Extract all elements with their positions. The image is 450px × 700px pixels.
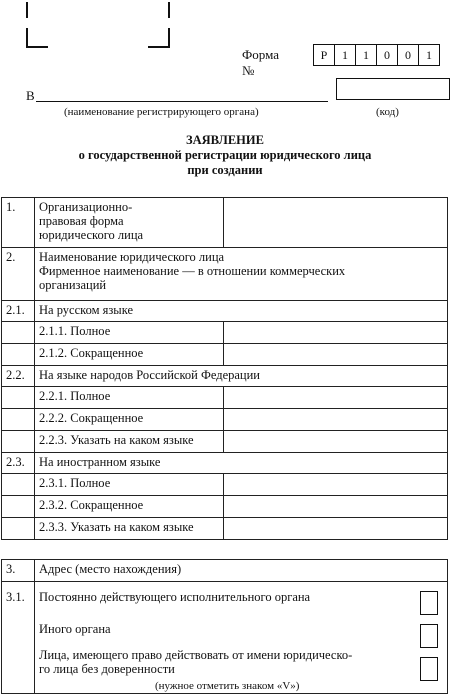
- row-number: [2, 387, 35, 409]
- address-options-cell: [35, 582, 448, 694]
- row-number: 2.2.: [2, 366, 35, 387]
- title-line-3: при создании: [187, 163, 263, 177]
- table-row: [2, 387, 448, 409]
- row-label: [35, 248, 448, 301]
- language-foreign-field[interactable]: [224, 518, 448, 540]
- name-full-rf-field[interactable]: [224, 387, 448, 409]
- form-label: Форма №: [242, 47, 279, 78]
- row-label-line: Организационно-: [39, 200, 133, 214]
- row-number: [2, 474, 35, 496]
- row-label: 2.2.2. Сокращенное: [35, 409, 224, 431]
- address-table: [1, 559, 448, 694]
- form-code-cell: 1: [355, 44, 377, 66]
- row-number: [2, 496, 35, 518]
- row-label: На русском языке: [35, 301, 448, 322]
- table-row: [2, 431, 448, 453]
- table-row: [2, 301, 448, 322]
- form-code-cell: 1: [418, 44, 440, 66]
- corner-mark-bottom-left: [26, 28, 48, 48]
- option-authorized-person-label: [39, 648, 352, 676]
- row-label: [35, 198, 224, 248]
- row-label: 2.1.2. Сокращенное: [35, 344, 224, 366]
- other-body-checkbox[interactable]: [420, 624, 438, 648]
- row-number: [2, 431, 35, 453]
- name-full-foreign-field[interactable]: [224, 474, 448, 496]
- row-label-line: Наименование юридического лица: [39, 250, 225, 264]
- title-line-2: о государственной регистрации юридического лица: [78, 148, 372, 162]
- authorized-person-checkbox[interactable]: [420, 657, 438, 681]
- name-short-foreign-field[interactable]: [224, 496, 448, 518]
- table-row: [2, 409, 448, 431]
- row-number: 2.: [2, 248, 35, 301]
- form-code-cells: [313, 44, 440, 66]
- legal-form-field[interactable]: [224, 198, 448, 248]
- registering-body-field[interactable]: [36, 100, 328, 102]
- form-code-cell: 0: [397, 44, 419, 66]
- table-row: [2, 582, 448, 694]
- code-field[interactable]: [336, 78, 450, 100]
- row-label-line: организаций: [39, 278, 107, 292]
- row-number: [2, 409, 35, 431]
- name-short-ru-field[interactable]: [224, 344, 448, 366]
- table-row: [2, 344, 448, 366]
- option-authorized-person-line: Лица, имеющего право действовать от имени юридическо-: [39, 648, 353, 662]
- row-number: 2.3.: [2, 453, 35, 474]
- row-number: [2, 322, 35, 344]
- registering-body-caption: (наименование регистрирующего органа): [64, 106, 259, 118]
- row-label: На языке народов Российской Федерации: [35, 366, 448, 387]
- row-label: 2.1.1. Полное: [35, 322, 224, 344]
- row-label-line: Фирменное наименование — в отношении коммерческих: [39, 264, 346, 278]
- row-number: 1.: [2, 198, 35, 248]
- row-label: 2.2.1. Полное: [35, 387, 224, 409]
- table-row: [2, 474, 448, 496]
- row-label-line: правовая форма: [39, 214, 124, 228]
- row-label: 2.3.3. Указать на каком языке: [35, 518, 224, 540]
- language-rf-field[interactable]: [224, 431, 448, 453]
- form-code-cell: 1: [334, 44, 356, 66]
- code-caption: (код): [376, 106, 399, 118]
- row-number: 3.: [2, 560, 35, 582]
- to-prefix: В: [26, 88, 35, 103]
- table-row: [2, 322, 448, 344]
- row-number: [2, 344, 35, 366]
- row-label: На иностранном языке: [35, 453, 448, 474]
- row-label: 2.2.3. Указать на каком языке: [35, 431, 224, 453]
- table-row: [2, 248, 448, 301]
- table-row: [2, 198, 448, 248]
- row-number: 3.1.: [2, 582, 35, 694]
- form-code-cell: 0: [376, 44, 398, 66]
- corner-mark-top-left: [26, 2, 48, 18]
- name-full-ru-field[interactable]: [224, 322, 448, 344]
- name-short-rf-field[interactable]: [224, 409, 448, 431]
- table-row: [2, 366, 448, 387]
- table-row: [2, 453, 448, 474]
- row-label-line: юридического лица: [39, 228, 144, 242]
- option-other-body-label: Иного органа: [39, 622, 111, 636]
- registration-table: [1, 197, 448, 540]
- document-title: [0, 133, 450, 178]
- table-row: [2, 496, 448, 518]
- corner-mark-top-right: [148, 2, 170, 18]
- mark-note: (нужное отметить знаком «V»): [155, 680, 300, 692]
- form-code-cell: Р: [313, 44, 335, 66]
- row-number: [2, 518, 35, 540]
- row-label: 2.3.1. Полное: [35, 474, 224, 496]
- row-label: 2.3.2. Сокращенное: [35, 496, 224, 518]
- title-line-1: ЗАЯВЛЕНИЕ: [186, 133, 264, 147]
- row-number: 2.1.: [2, 301, 35, 322]
- table-row: [2, 518, 448, 540]
- option-authorized-person-line: го лица без доверенности: [39, 662, 175, 676]
- corner-mark-bottom-right: [148, 28, 170, 48]
- row-label: Адрес (место нахождения): [35, 560, 448, 582]
- executive-body-checkbox[interactable]: [420, 591, 438, 615]
- option-executive-body-label: Постоянно действующего исполнительного органа: [39, 590, 311, 604]
- table-row: [2, 560, 448, 582]
